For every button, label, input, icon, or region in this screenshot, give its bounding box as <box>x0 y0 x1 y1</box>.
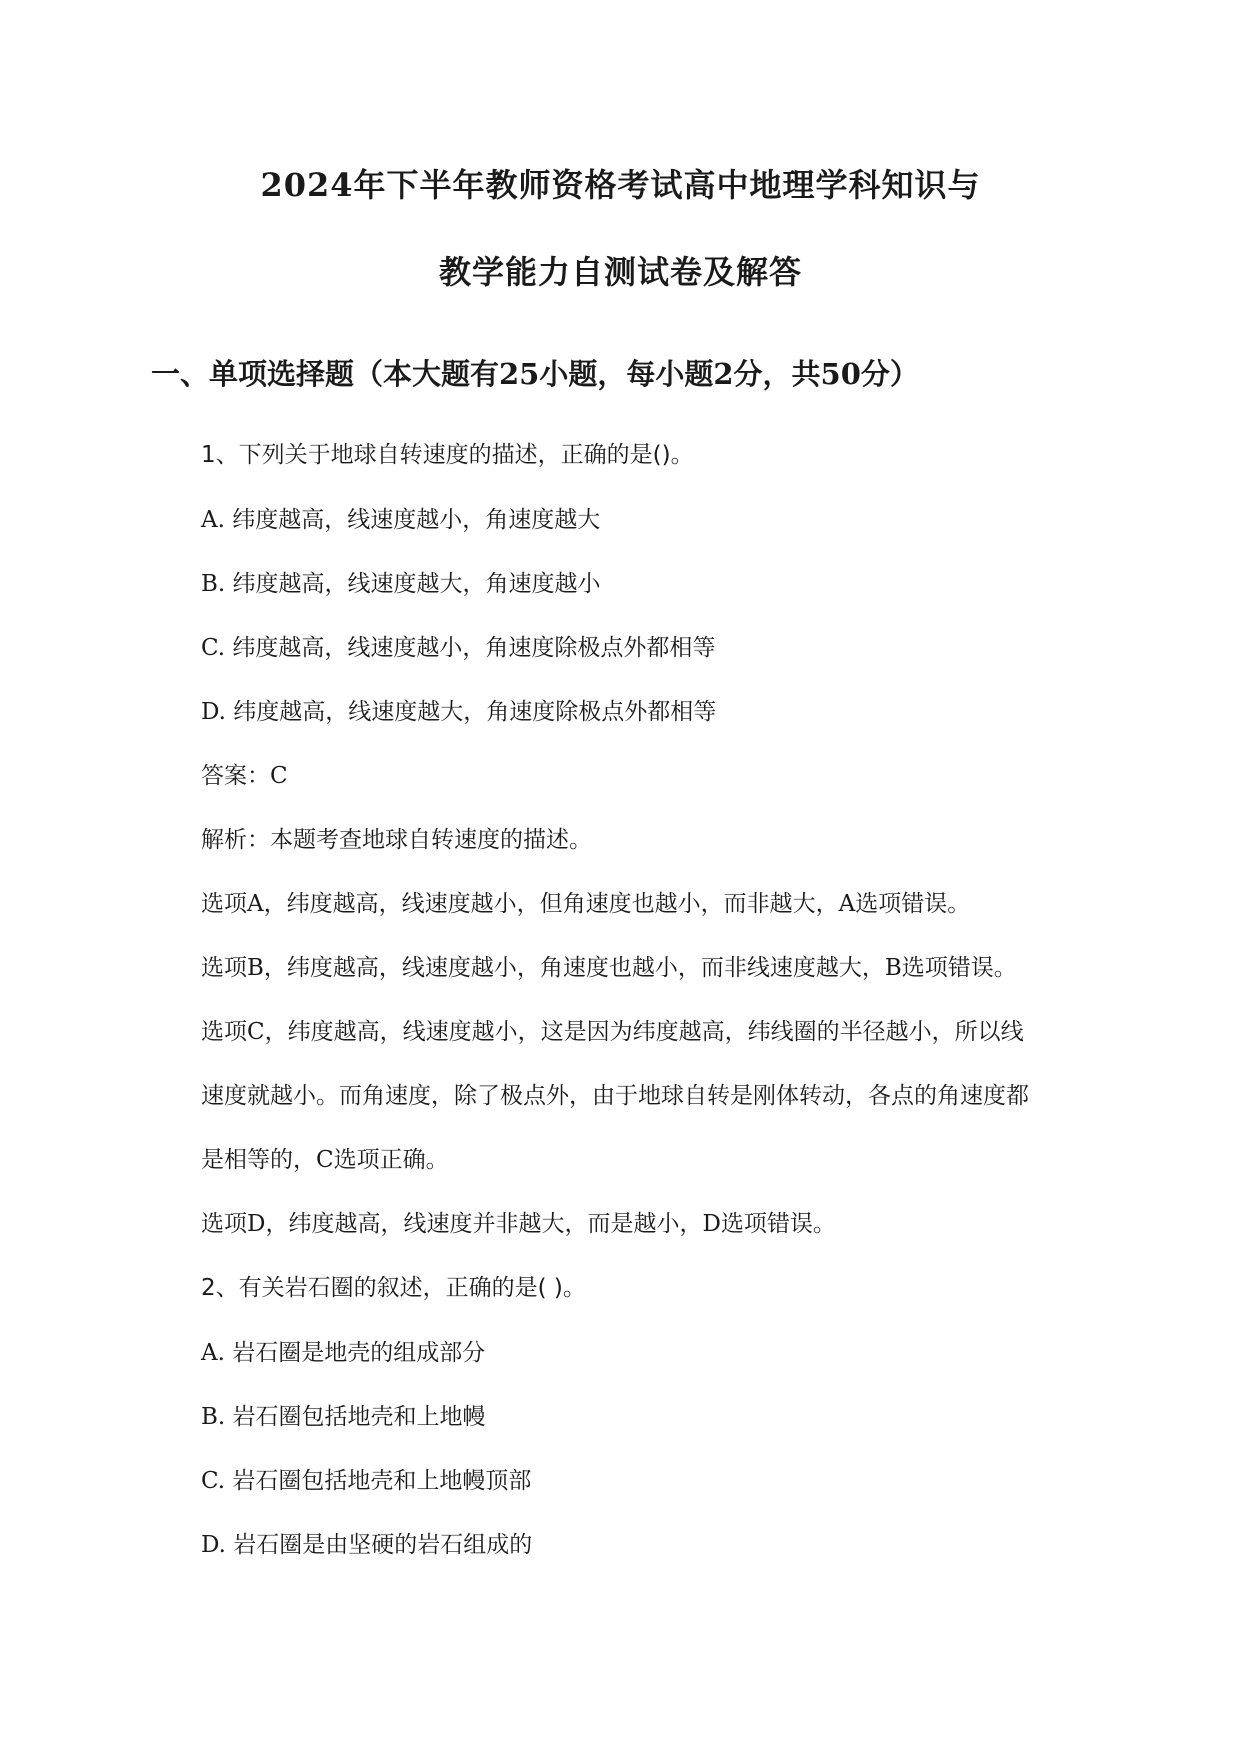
question-1-analysis-line: 选项B，纬度越高，线速度越小，角速度也越小，而非线速度越大，B选项错误。 <box>201 955 1017 981</box>
question-1-analysis-line: 选项A，纬度越高，线速度越小，但角速度也越小，而非越大，A选项错误。 <box>201 891 971 917</box>
question-1-analysis-line: 速度就越小。而角速度，除了极点外，由于地球自转是刚体转动，各点的角速度都 <box>201 1083 1029 1109</box>
question-1-stem: 1、下列关于地球自转速度的描述，正确的是()。 <box>201 442 694 468</box>
question-1-analysis-line: 解析：本题考查地球自转速度的描述。 <box>201 827 592 853</box>
question-2-option-a: A. 岩石圈是地壳的组成部分 <box>201 1340 486 1366</box>
question-2-option-b: B. 岩石圈包括地壳和上地幔 <box>201 1404 486 1430</box>
section-heading: 一、单项选择题（本大题有25小题，每小题2分，共50分） <box>151 357 919 391</box>
question-1-option-c: C. 纬度越高，线速度越小，角速度除极点外都相等 <box>201 635 716 661</box>
question-1-analysis-line: 选项D，纬度越高，线速度并非越大，而是越小，D选项错误。 <box>201 1211 836 1237</box>
question-1-answer: 答案：C <box>201 763 288 789</box>
document-title-line-2: 教学能力自测试卷及解答 <box>438 253 802 291</box>
question-1-analysis-line: 选项C，纬度越高，线速度越小，这是因为纬度越高，纬线圈的半径越小，所以线 <box>201 1019 1024 1045</box>
question-1-option-d: D. 纬度越高，线速度越大，角速度除极点外都相等 <box>201 699 717 725</box>
question-1-option-a: A. 纬度越高，线速度越小，角速度越大 <box>201 507 601 533</box>
document-title-line-1: 2024年下半年教师资格考试高中地理学科知识与 <box>260 166 981 204</box>
question-2-stem: 2、有关岩石圈的叙述，正确的是( )。 <box>201 1275 586 1301</box>
question-1-option-b: B. 纬度越高，线速度越大，角速度越小 <box>201 571 601 597</box>
question-2-option-c: C. 岩石圈包括地壳和上地幔顶部 <box>201 1468 532 1494</box>
question-2-option-d: D. 岩石圈是由坚硬的岩石组成的 <box>201 1532 533 1558</box>
question-1-analysis-line: 是相等的，C选项正确。 <box>201 1147 449 1173</box>
